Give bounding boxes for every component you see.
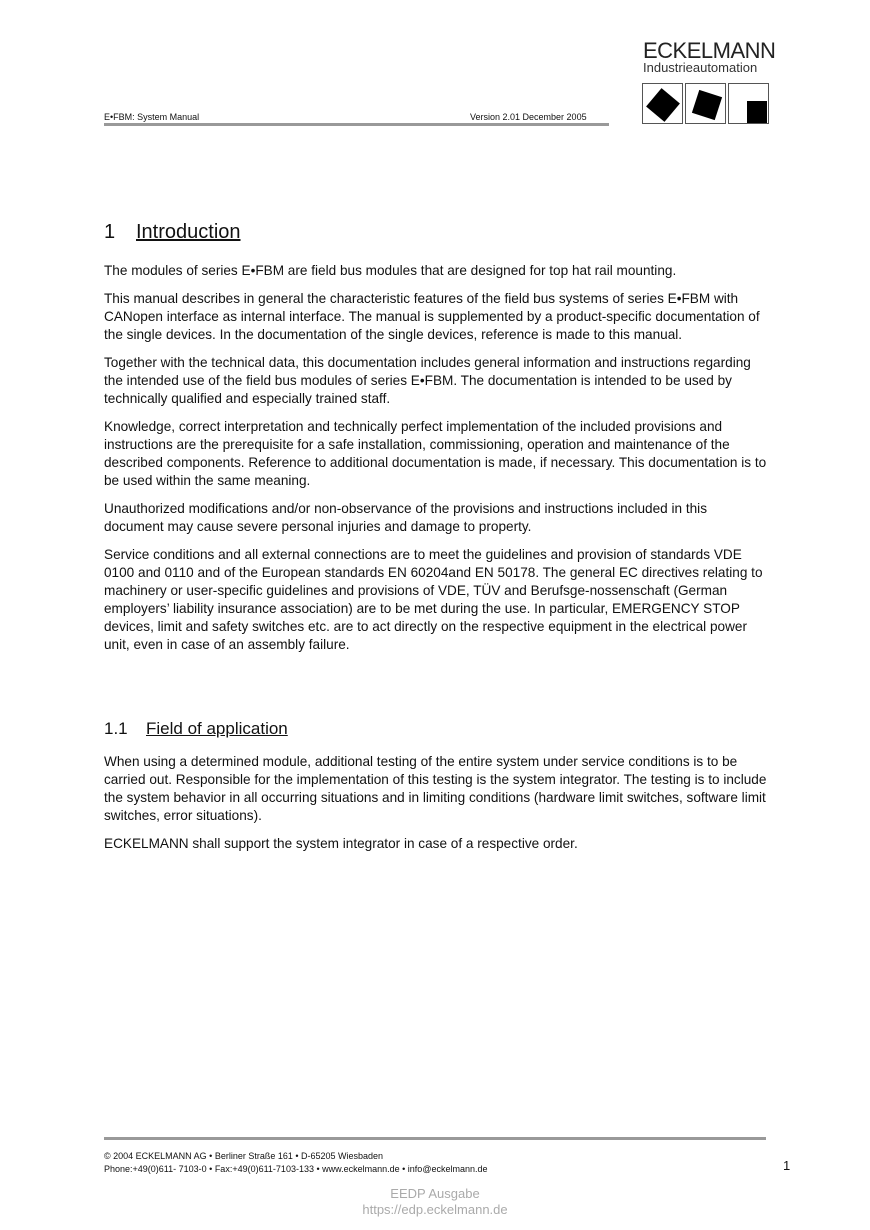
logo-squares-icon [642, 83, 769, 124]
section-number: 1.1 [104, 719, 128, 738]
paragraph: When using a determined module, additional testing of the entire system under service conditions is to be carried out. Responsible for the implementation of this testing is the system integrator. The testing is to include the system behavior in all occurring situations and in limiting conditions (hardware limit switches, software limit switches, error situations). [104, 754, 767, 823]
logo-subtitle: Industrieautomation [643, 60, 758, 75]
page-number: 1 [783, 1158, 791, 1173]
watermark-line1: EEDP Ausgabe [390, 1186, 480, 1201]
section-title: Introduction [136, 221, 241, 243]
paragraph: Unauthorized modifications and/or non-observance of the provisions and instructions included in this document may cause severe personal injuries and damage to property. [104, 501, 708, 534]
paragraph: Together with the technical data, this documentation includes general information and instructions regarding the intended use of the field bus modules of series E•FBM. The documentation is intended to be used by technically qualified and especially trained staff. [104, 355, 751, 406]
section-field-of-application-body [104, 753, 769, 863]
section-heading-introduction [104, 221, 241, 244]
logo-name: ECKELMANN [643, 38, 776, 63]
paragraph: The modules of series E•FBM are field bus modules that are designed for top hat rail mounting. [104, 263, 677, 278]
paragraph: Knowledge, correct interpretation and technically perfect implementation of the included provisions and instructions are the prerequisite for a safe installation, commissioning, operation and maintenance of the described components. Reference to additional documentation is made, if necessary. This documentation is to be used within the same meaning. [104, 419, 767, 488]
section-number: 1 [104, 221, 116, 243]
header-rule [104, 123, 609, 126]
section-introduction-body [104, 262, 769, 664]
paragraph: ECKELMANN shall support the system integrator in case of a respective order. [104, 836, 578, 851]
footer-rule [104, 1137, 766, 1140]
watermark-line2: https://edp.eckelmann.de [362, 1202, 508, 1217]
header-version: Version 2.01 December 2005 [470, 112, 587, 122]
section-heading-field-of-application [104, 719, 288, 739]
section-title: Field of application [146, 719, 288, 738]
paragraph: This manual describes in general the characteristic features of the field bus systems of series E•FBM with CANopen interface as internal interface. The manual is supplemented by a product-specific documentation of the single devices. In the documentation of the single devices, reference is made to this manual. [104, 291, 760, 342]
header-doc-title: E•FBM: System Manual [104, 112, 200, 122]
footer-address: © 2004 ECKELMANN AG • Berliner Straße 161 • D-65205 Wiesbaden [104, 1151, 384, 1161]
paragraph: Service conditions and all external connections are to meet the guidelines and provision of standards VDE 0100 and 0110 and of the European standards EN 60204and EN 50178. The general EC directives relating to machinery or user-specific guidelines and provisions of VDE, TÜV and Berufsge-nossenschaft (German employers’ liability insurance association) are to be met during the use. In particular, EMERGENCY STOP devices, limit and safety switches etc. are to act directly on the respective equipment in the electrical power unit, even in case of an assembly failure. [104, 547, 763, 652]
footer-contact: Phone:+49(0)611- 7103-0 • Fax:+49(0)611-7103-133 • www.eckelmann.de • info@eckelmann.de [104, 1164, 488, 1174]
